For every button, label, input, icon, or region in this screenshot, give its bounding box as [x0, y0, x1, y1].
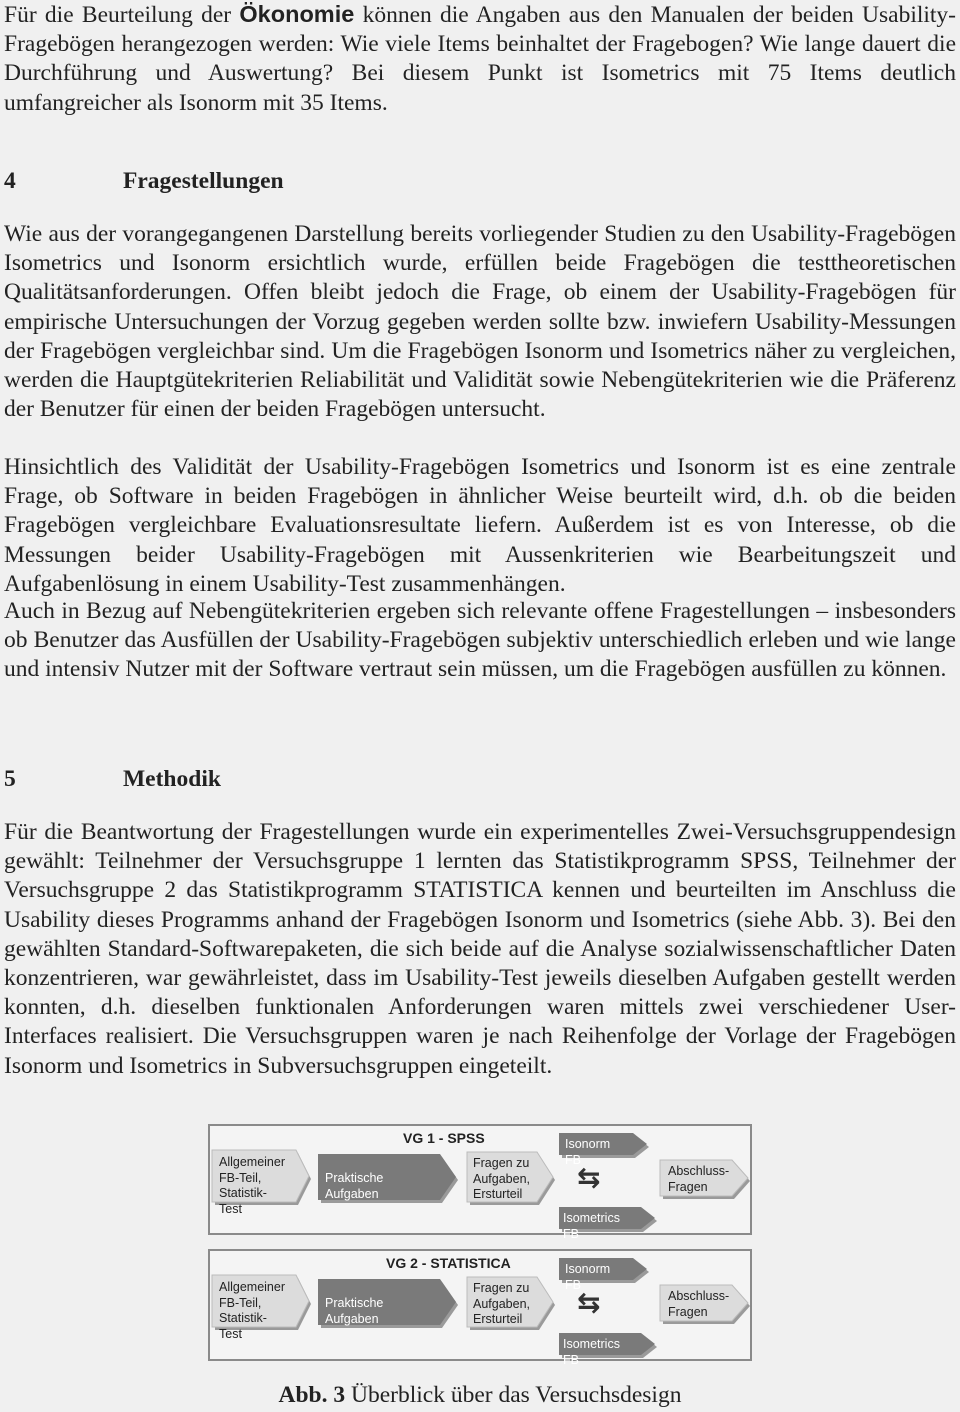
vg2-swap-icon: ⇆ — [577, 1286, 601, 1319]
intro-paragraph — [4, 0, 956, 118]
vg1-title: VG 1 - SPSS — [403, 1130, 485, 1146]
vg2-general-label: Allgemeiner FB-Teil, Statistik-Test — [219, 1280, 286, 1341]
figure-caption — [0, 1380, 960, 1410]
section-4-paragraph-1: Wie aus der vorangegangenen Darstellung bereits vorliegender Studien zu den Usability-Fragebögen Isometrics und Isonorm ersichtlich wurde, erfüllen beide Fragebögen die testtheoretischen Qualitätsanforderungen. Offen bleibt jedoch die Frage, ob einem der Usability-Fragebögen für empirische Untersuchungen der Vorzug gegeben werden sollte bzw. inwiefern Usability-Messungen der Fragebögen vergleichbar sind. Um die Fragebögen Isonorm und Isometrics näher zu vergleichen, werden die Hauptgütekriterien Reliabilität und Validität sowie Nebengütekriterien wie die Präferenz der Benutzer für einen der beiden Fragebögen untersucht. — [4, 221, 956, 423]
vg1-isonorm-label: Isonorm FB — [565, 1137, 611, 1167]
section-5-title: Methodik — [123, 766, 221, 792]
vg2-isometrics-label: Isometrics FB — [563, 1337, 620, 1367]
vg2-title: VG 2 - STATISTICA — [386, 1255, 511, 1271]
caption-text: Überblick über das Versuchsdesign — [345, 1382, 682, 1408]
section-4-paragraph-3: Auch in Bezug auf Nebengütekriterien ergeben sich relevante offene Fragestellungen – insbesonders ob Benutzer das Ausfüllen der Usability-Fragebögen subjektiv unterschiedlich erleben und wie lange und intensiv Nutzer mit der Software vertraut sein müssen, um die Fragebögen ausfüllen zu können. — [4, 598, 956, 683]
section-4-number: 4 — [4, 168, 16, 194]
vg2-isonorm-label: Isonorm FB — [565, 1262, 611, 1292]
section-4-paragraph-2: Hinsichtlich des Validität der Usability-Fragebögen Isometrics und Isonorm ist es eine zentrale Frage, ob Software in beiden Fragebögen in ähnlicher Weise beurteilt wird, d.h. ob die beiden Fragebögen vergleichbare Evaluationsresultate liefern. Außerdem ist es von Interesse, ob die Messungen beider Usability-Fragebögen mit Aussenkriterien wie Bearbeitungszeit und Aufgabenlösung in einem Usability-Test zusammenhängen. — [4, 454, 956, 597]
vg1-general-label: Allgemeiner FB-Teil, Statistik-Test — [219, 1155, 286, 1216]
section-5-number: 5 — [4, 766, 16, 792]
intro-text-before: Für die Beurteilung der — [4, 2, 240, 28]
section-4-title: Fragestellungen — [123, 168, 284, 194]
intro-text-after: können die Angaben aus den Manualen der beiden Usability-Fragebögen herangezogen werden: Wie viele Items beinhaltet der Fragebogen? Wie lange dauert die Durchführung und Auswertung? Bei diesem Punkt ist Isometrics mit 75 Items deutlich umfangreicher als Isonorm mit 35 Items. — [4, 2, 957, 116]
vg1-swap-icon: ⇆ — [577, 1161, 601, 1194]
vg2-final-label: Abschluss- Fragen — [668, 1289, 730, 1319]
vg2-practical-label: Praktische Aufgaben — [325, 1296, 384, 1326]
vg1-practical-label: Praktische Aufgaben — [325, 1171, 384, 1201]
vg1-isometrics-label: Isometrics FB — [563, 1211, 620, 1241]
caption-label: Abb. 3 — [278, 1382, 346, 1408]
vg1-final-label: Abschluss- Fragen — [668, 1164, 730, 1194]
vg1-questions-label: Fragen zu Aufgaben, Ersturteil — [473, 1156, 530, 1201]
section-5-paragraph: Für die Beantwortung der Fragestellungen wurde ein experimentelles Zwei-Versuchsgruppendesign gewählt: Teilnehmer der Versuchsgruppe 1 lernten das Statistikprogramm SPSS, Teilnehmer der Versuchsgruppe 2 das Statistikprogramm STATISTICA kennen und beurteilten im Anschluss die Usability dieses Programms anhand der Fragebögen Isonorm und Isometrics (siehe Abb. 3). Bei den gewählten Standard-Softwarepaketen, die sich beide auf die Analyse sozialwissenschaftlicher Daten konzentrieren, war gewährleistet, dass im Usability-Test jeweils dieselben Aufgaben gestellt werden konnten, d.h. dieselben funktionalen Anforderungen waren mittels zwei verschiedener User-Interfaces realisiert. Die Versuchsgruppen waren je nach Reihenfolge der Vorlage der Fragebögen Isonorm und Isometrics in Subversuchsgruppen eingeteilt. — [4, 819, 956, 1079]
vg2-questions-label: Fragen zu Aufgaben, Ersturteil — [473, 1281, 530, 1326]
intro-bold-word: Ökonomie — [239, 1, 355, 27]
